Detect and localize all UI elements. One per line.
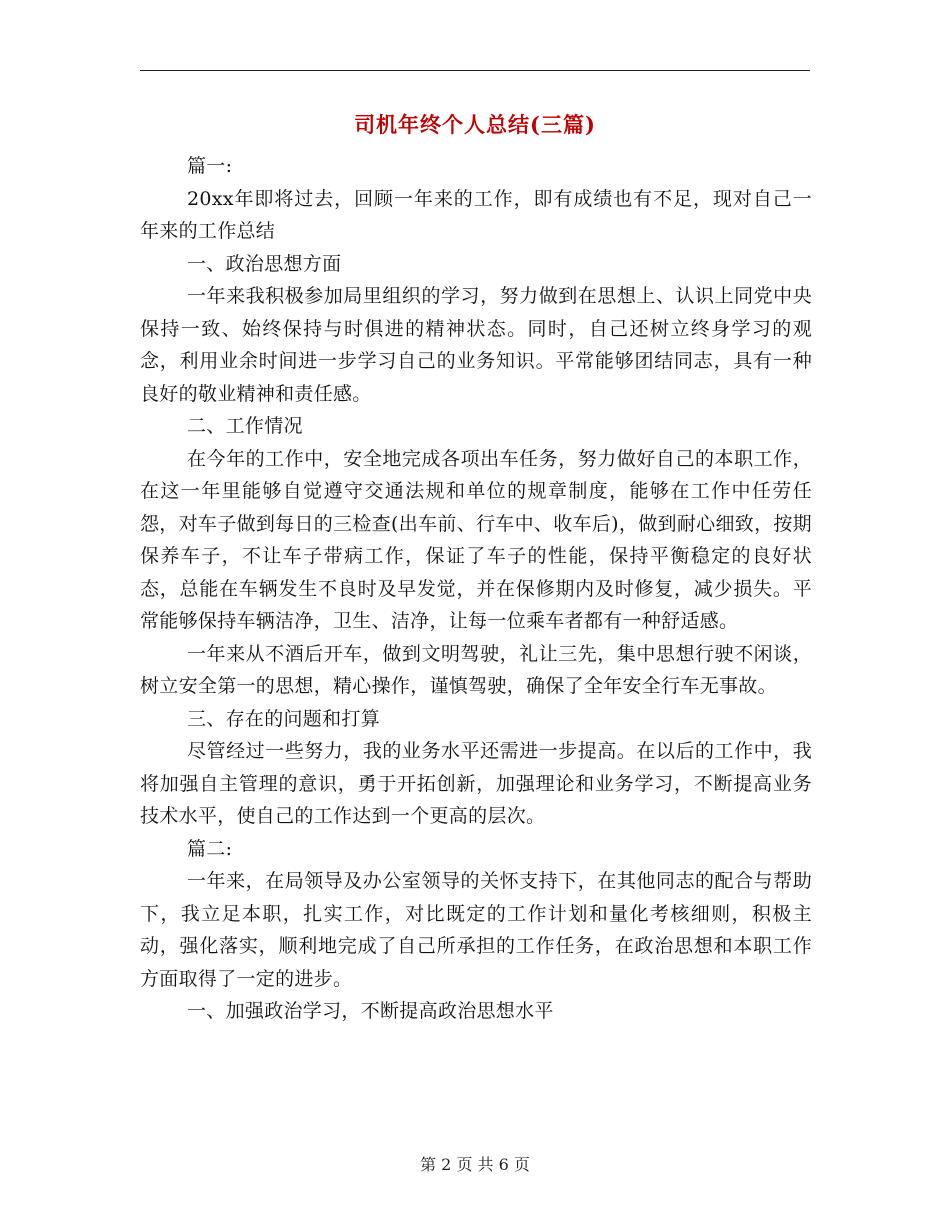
document-body <box>140 150 812 1028</box>
document-title: 司机年终个人总结(三篇) <box>354 112 596 137</box>
header-rule <box>140 70 810 71</box>
body-paragraph: 一年来，在局领导及办公室领导的关怀支持下，在其他同志的配合与帮助下，我立足本职，扎实工作，对比既定的工作计划和量化考核细则，积极主动，强化落实，顺利地完成了自己所承担的工作任务，在政治思想和本职工作方面取得了一定的进步。 <box>140 870 812 990</box>
section-heading: 三、存在的问题和打算 <box>187 707 381 730</box>
section-heading: 二、工作情况 <box>187 415 303 437</box>
footer-page-total: 6 <box>498 1155 509 1174</box>
section-heading-part-one: 篇一: <box>187 155 233 177</box>
body-paragraph: 一年来从不酒后开车，做到文明驾驶，礼让三先，集中思想行驶不闲谈，树立安全第一的思想，精心操作，谨慎驾驶，确保了全年安全行车无事故。 <box>140 642 812 697</box>
body-paragraph: 一年来我积极参加局里组织的学习，努力做到在思想上、认识上同党中央保持一致、始终保持与时俱进的精神状态。同时，自己还树立终身学习的观念，利用业余时间进一步学习自己的业务知识。平常能够团结同志，具有一种良好的敬业精神和责任感。 <box>140 285 812 405</box>
section-heading: 一、加强政治学习，不断提高政治思想水平 <box>187 1000 554 1022</box>
footer-middle: 页 共 <box>456 1155 494 1174</box>
footer-prefix: 第 <box>420 1155 437 1174</box>
section-heading-part-two: 篇二: <box>187 837 233 860</box>
section-heading: 一、政治思想方面 <box>187 252 342 275</box>
footer-suffix: 页 <box>513 1155 530 1174</box>
body-paragraph: 20xx年即将过去，回顾一年来的工作，即有成绩也有不足，现对自己一年来的工作总结 <box>140 187 812 242</box>
footer-page-current: 2 <box>441 1155 452 1174</box>
body-paragraph: 在今年的工作中，安全地完成各项出车任务，努力做好自己的本职工作，在这一年里能够自觉遵守交通法规和单位的规章制度，能够在工作中任劳任怨，对车子做到每日的三检查(出车前、行车中、收车后)，做到耐心细致，按期保养车子，不让车子带病工作，保证了车子的性能，保持平衡稳定的良好状态，总能在车辆发生不良时及早发觉，并在保修期内及时修复，减少损失。平常能够保持车辆洁净，卫生、洁净，让每一位乘车者都有一种舒适感。 <box>140 447 812 632</box>
body-paragraph: 尽管经过一些努力，我的业务水平还需进一步提高。在以后的工作中，我将加强自主管理的意识，勇于开拓创新，加强理论和业务学习，不断提高业务技术水平，使自己的工作达到一个更高的层次。 <box>140 740 812 827</box>
page-footer <box>140 1153 810 1177</box>
